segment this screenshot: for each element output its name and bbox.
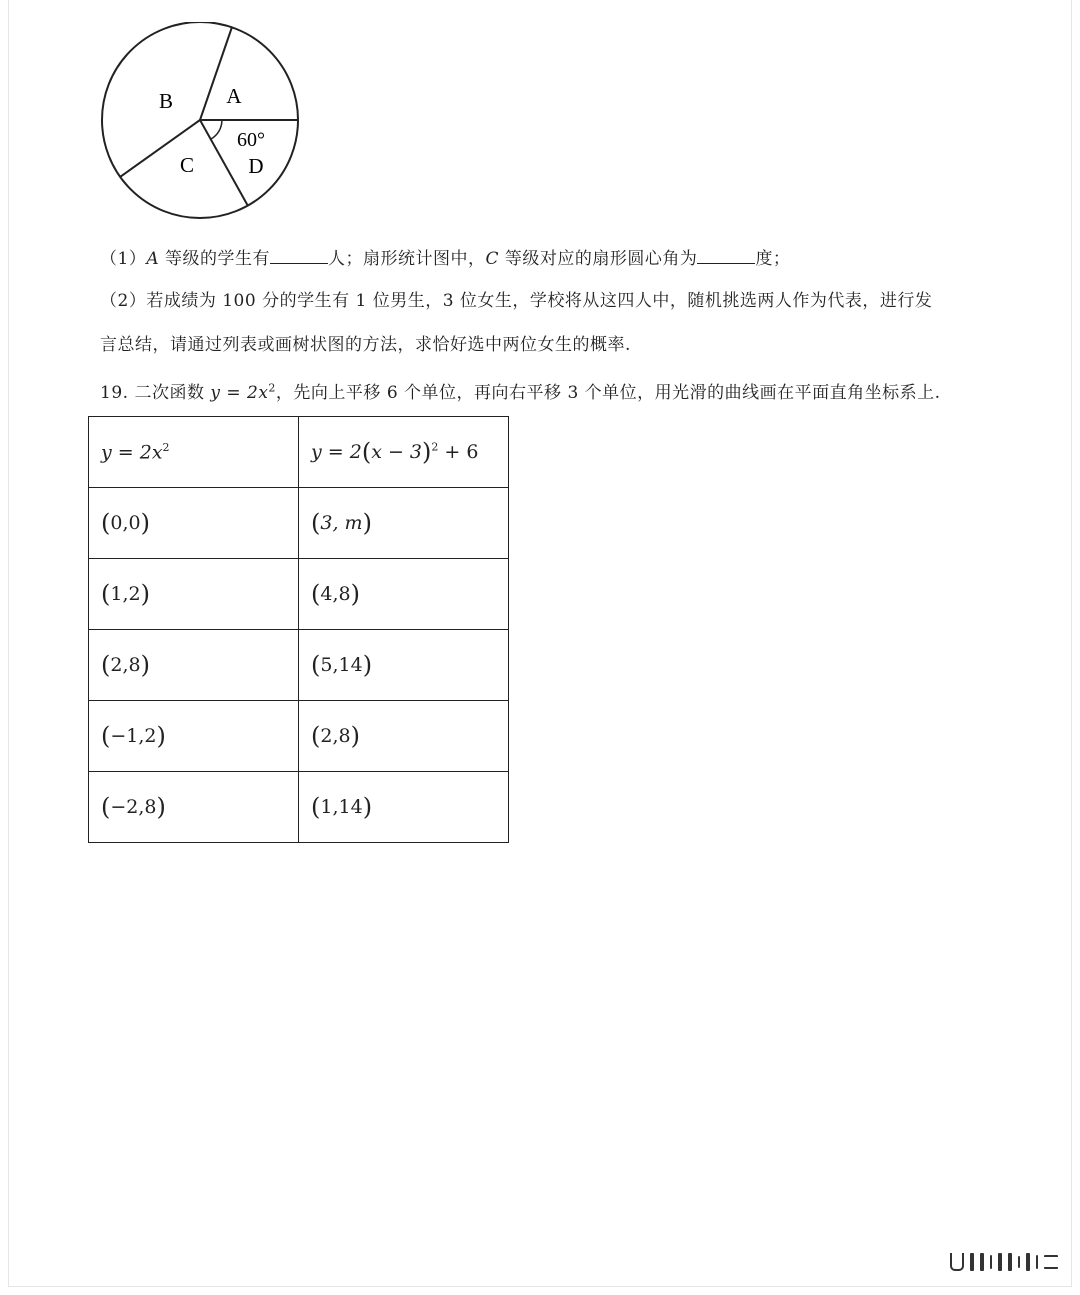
pie-label-c: C: [179, 153, 195, 177]
question-number: 19.: [100, 383, 129, 403]
point-shifted: (2,8): [299, 701, 509, 772]
point-value: 1,2: [110, 583, 141, 605]
header-shifted-function: $y = 2(x - 3)^2 + 6$: [299, 417, 509, 488]
answer-blank-1[interactable]: [270, 249, 328, 264]
point-shifted: (5,14): [299, 630, 509, 701]
point-original: (2,8): [89, 630, 299, 701]
pie-chart: [98, 22, 302, 222]
q19-text: 二次函数: [128, 383, 211, 403]
point-original: (−2,8): [89, 772, 299, 843]
header-right-formula-a: y = 2: [311, 441, 362, 463]
part1-text-2: 人；扇形统计图中，: [328, 249, 486, 269]
q19-exponent: 2: [268, 381, 276, 395]
point-original: (−1,2): [89, 701, 299, 772]
header-right-exponent: 2: [431, 440, 439, 454]
table-row: [89, 559, 509, 630]
point-value: −1,2: [110, 725, 157, 747]
part1-number: （1）: [100, 249, 147, 269]
q19-formula: y = 2x: [210, 383, 269, 403]
part1-text-3: 等级对应的扇形圆心角为: [499, 249, 698, 269]
pie-label-d: D: [248, 154, 264, 178]
point-value: 2,8: [320, 725, 351, 747]
point-shifted: (1,14): [299, 772, 509, 843]
header-left-formula: y = 2x: [101, 441, 163, 464]
table-row: [89, 701, 509, 772]
table-row: [89, 772, 509, 843]
header-left-exponent: 2: [162, 440, 170, 454]
point-value: 4,8: [320, 583, 351, 605]
header-right-formula-b: x − 3: [371, 441, 423, 463]
watermark-marks: [950, 1251, 1058, 1273]
q19-stem: [100, 378, 941, 403]
answer-blank-2[interactable]: [697, 249, 755, 264]
pie-label-b: B: [158, 89, 174, 113]
point-value: 0,0: [110, 512, 141, 534]
point-value: 2,8: [110, 654, 141, 676]
points-table: [88, 416, 509, 843]
point-original: (0,0): [89, 488, 299, 559]
point-original: (1,2): [89, 559, 299, 630]
point-value: −2,8: [110, 796, 157, 818]
point-shifted: (4,8): [299, 559, 509, 630]
point-shifted: (3, m): [299, 488, 509, 559]
header-right-formula-c: + 6: [438, 441, 479, 463]
point-value: 3, m: [320, 512, 363, 534]
angle-arc: [211, 120, 222, 139]
part1-text-4: 度；: [755, 249, 791, 269]
part1-text: 等级的学生有: [159, 249, 271, 269]
point-value: 1,14: [320, 796, 363, 818]
table-row: [89, 630, 509, 701]
q18-part2-line1: （2）若成绩为 100 分的学生有 1 位男生，3 位女生，学校将从这四人中，随机挑选两人作为代表，进行发: [100, 291, 933, 311]
grade-a-symbol: A: [146, 249, 160, 269]
pie-label-a: A: [226, 84, 242, 108]
table-header-row: [89, 417, 509, 488]
q19-text-2: ，先向上平移 6 个单位，再向右平移 3 个单位，用光滑的曲线画在平面直角坐标系上.: [275, 383, 941, 403]
grade-c-symbol: C: [485, 249, 500, 269]
header-original-function: [89, 417, 299, 488]
q18-part2-line2: 言总结，请通过列表或画树状图的方法，求恰好选中两位女生的概率.: [100, 335, 631, 355]
q18-part1: [100, 244, 790, 269]
table-row: [89, 488, 509, 559]
pie-angle-label: 60°: [237, 129, 265, 151]
point-value: 5,14: [320, 654, 363, 676]
